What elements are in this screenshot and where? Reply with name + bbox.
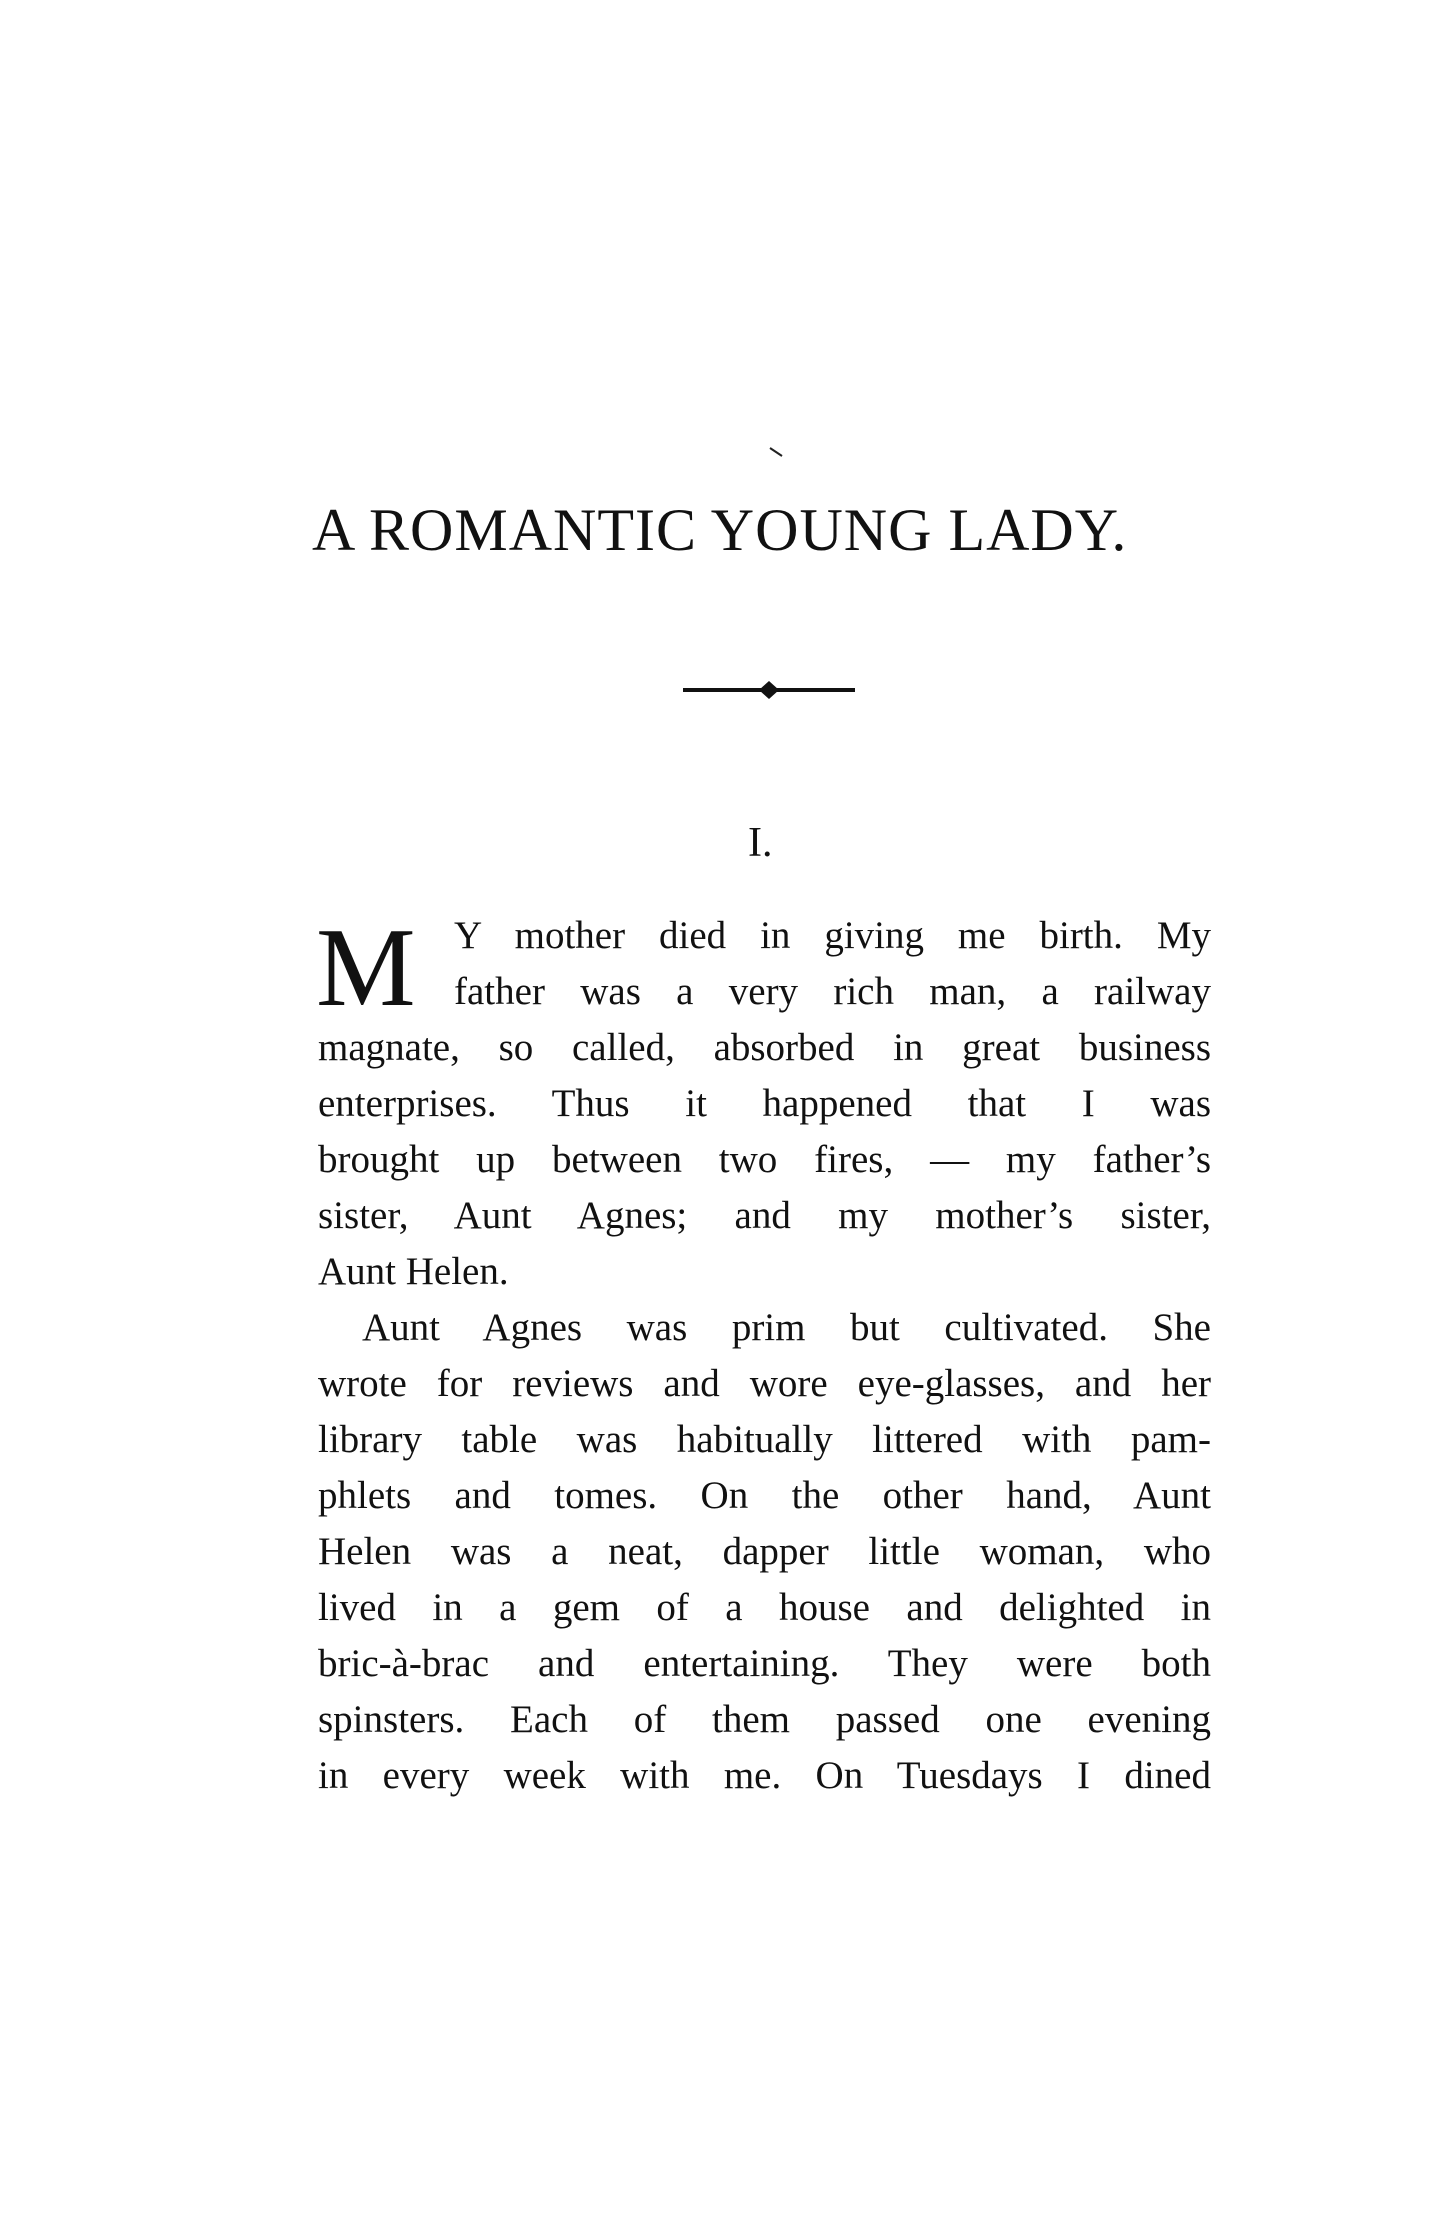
body-text <box>318 908 1211 1804</box>
text-line: magnate, so called, absorbed in great business <box>318 1026 1211 1069</box>
text-line: Aunt Helen. <box>318 1250 509 1293</box>
text-line: enterprises. Thus it happened that I was <box>318 1082 1211 1125</box>
text-line: lived in a gem of a house and delighted in <box>318 1586 1211 1629</box>
text-line: brought up between two fires, — my father’s <box>318 1138 1211 1181</box>
title-ornament-divider <box>683 678 855 702</box>
text-line: library table was habitually littered with pam- <box>318 1418 1211 1461</box>
stray-print-mark <box>769 447 783 457</box>
text-line: bric-à-brac and entertaining. They were both <box>318 1642 1211 1685</box>
text-line: in every week with me. On Tuesdays I dined <box>318 1754 1211 1797</box>
story-title: A ROMANTIC YOUNG LADY. <box>312 497 1128 563</box>
chapter-number: I. <box>748 820 773 866</box>
text-line: wrote for reviews and wore eye-glasses, and her <box>318 1362 1211 1405</box>
text-line: Aunt Agnes was prim but cultivated. She <box>362 1306 1211 1349</box>
text-line: Y mother died in giving me birth. My <box>454 914 1211 957</box>
text-line: father was a very rich man, a railway <box>454 970 1211 1013</box>
text-line: phlets and tomes. On the other hand, Aunt <box>318 1474 1211 1517</box>
text-line: spinsters. Each of them passed one evening <box>318 1698 1211 1741</box>
text-line: sister, Aunt Agnes; and my mother’s sister, <box>318 1194 1211 1237</box>
text-line: Helen was a neat, dapper little woman, who <box>318 1530 1211 1573</box>
drop-cap: M <box>316 906 416 1030</box>
